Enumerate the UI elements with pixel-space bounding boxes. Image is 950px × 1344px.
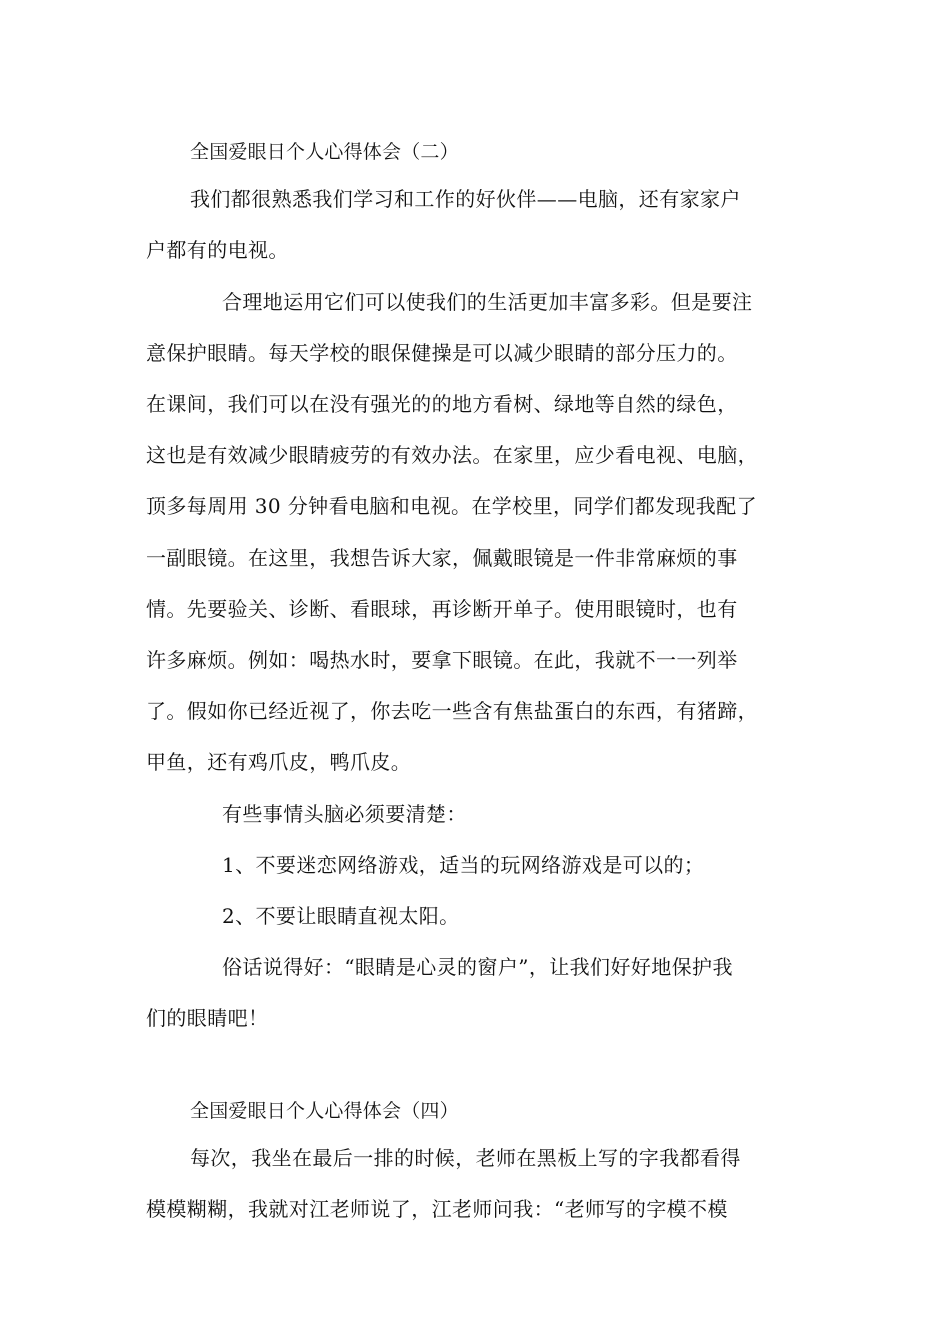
paragraph-line: 在课间，我们可以在没有强光的的地方看树、绿地等自然的绿色， bbox=[146, 392, 738, 416]
paragraph-line: 顶多每周用 30 分钟看电脑和电视。在学校里，同学们都发现我配了 bbox=[146, 494, 757, 518]
paragraph-line: 了。假如你已经近视了，你去吃一些含有焦盐蛋白的东西，有猪蹄， bbox=[146, 699, 758, 723]
paragraph-line: 我们都很熟悉我们学习和工作的好伙伴——电脑，还有家家户 bbox=[190, 187, 741, 211]
paragraph-line: 一副眼镜。在这里，我想告诉大家，佩戴眼镜是一件非常麻烦的事 bbox=[146, 546, 738, 570]
paragraph-line: 们的眼睛吧！ bbox=[146, 1006, 269, 1030]
list-item: 2、不要让眼睛直视太阳。 bbox=[222, 904, 460, 928]
paragraph-line: 意保护眼睛。每天学校的眼保健操是可以减少眼睛的部分压力的。 bbox=[146, 341, 738, 365]
paragraph-line: 俗话说得好：“眼睛是心灵的窗户”，让我们好好地保护我 bbox=[222, 955, 733, 979]
paragraph-line: 这也是有效减少眼睛疲劳的有效办法。在家里，应少看电视、电脑， bbox=[146, 443, 758, 467]
paragraph-line: 情。先要验关、诊断、看眼球，再诊断开单子。使用眼镜时，也有 bbox=[146, 597, 738, 621]
paragraph-line: 甲鱼，还有鸡爪皮，鸭爪皮。 bbox=[146, 750, 412, 774]
paragraph-line: 模模糊糊，我就对江老师说了，江老师问我：“老师写的字模不模 bbox=[146, 1197, 728, 1221]
paragraph-line: 合理地运用它们可以使我们的生活更加丰富多彩。但是要注 bbox=[222, 290, 753, 314]
paragraph-line: 有些事情头脑必须要清楚： bbox=[222, 802, 467, 826]
list-item: 1、不要迷恋网络游戏，适当的玩网络游戏是可以的； bbox=[222, 853, 705, 877]
paragraph-line: 每次，我坐在最后一排的时候，老师在黑板上写的字我都看得 bbox=[190, 1146, 741, 1170]
section-heading: 全国爱眼日个人心得体会（四） bbox=[190, 1100, 459, 1122]
section-heading: 全国爱眼日个人心得体会（二） bbox=[190, 141, 459, 163]
paragraph-line: 户都有的电视。 bbox=[146, 238, 289, 262]
paragraph-line: 许多麻烦。例如：喝热水时，要拿下眼镜。在此，我就不一一列举 bbox=[146, 648, 738, 672]
